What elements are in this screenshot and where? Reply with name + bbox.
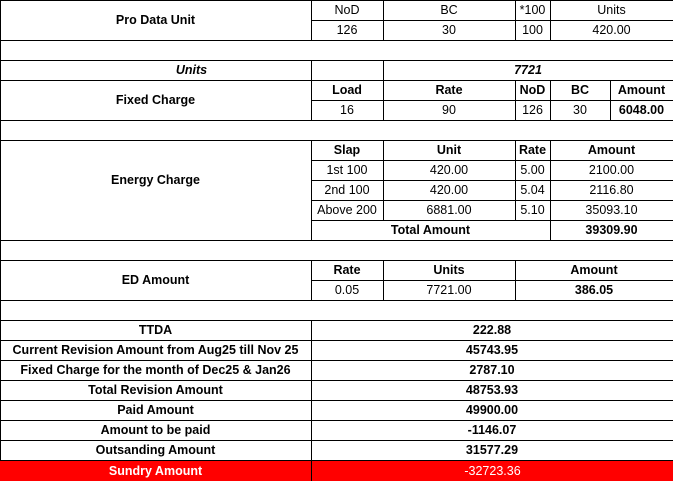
pro-data-header-bc: BC xyxy=(440,2,458,17)
summary-label-fixed-charge-month: Fixed Charge for the month of Dec25 & Jan26 xyxy=(20,362,291,377)
pro-data-value-nod: 126 xyxy=(336,22,358,37)
energy-row-rate: 5.04 xyxy=(520,182,545,197)
summary-label-paid-amount: Paid Amount xyxy=(117,402,194,417)
energy-total-label: Total Amount xyxy=(390,222,471,237)
energy-charge-label: Energy Charge xyxy=(111,172,200,187)
pro-data-header-multiplier: *100 xyxy=(519,2,546,17)
energy-row-unit: 6881.00 xyxy=(426,202,472,217)
pro-data-value-bc: 30 xyxy=(442,22,456,37)
ed-value-amount: 386.05 xyxy=(574,282,614,297)
energy-row-rate: 5.10 xyxy=(520,202,545,217)
pro-data-value-multiplier: 100 xyxy=(522,22,543,37)
units-value: 7721 xyxy=(514,62,542,77)
ed-header-rate: Rate xyxy=(333,262,361,277)
energy-header-rate: Rate xyxy=(518,142,547,157)
energy-total-value: 39309.90 xyxy=(585,222,638,237)
energy-row-amount: 2100.00 xyxy=(588,162,635,177)
energy-row-slap: Above 200 xyxy=(317,202,377,217)
ed-value-units: 7721.00 xyxy=(426,282,472,297)
energy-row-slap: 2nd 100 xyxy=(324,182,370,197)
fixed-charge-value-nod: 126 xyxy=(522,102,543,117)
summary-value-amount-to-be-paid: -1146.07 xyxy=(467,422,517,437)
energy-row-amount: 35093.10 xyxy=(585,202,638,217)
summary-label-total-revision: Total Revision Amount xyxy=(88,382,223,397)
summary-label-outstanding: Outsanding Amount xyxy=(95,442,216,457)
ed-header-amount: Amount xyxy=(570,262,618,277)
units-label: Units xyxy=(175,62,208,77)
energy-row-unit: 420.00 xyxy=(429,162,469,177)
ed-amount-label: ED Amount xyxy=(121,272,190,287)
summary-value-sundry: -32723.36 xyxy=(312,461,673,481)
fixed-charge-header-load: Load xyxy=(332,82,362,97)
pro-data-value-units: 420.00 xyxy=(592,22,631,37)
ed-header-units: Units xyxy=(433,262,465,277)
summary-value-total-revision: 48753.93 xyxy=(465,382,519,397)
fixed-charge-header-bc: BC xyxy=(570,82,590,97)
pro-data-header-nod: NoD xyxy=(334,2,360,17)
energy-row-amount: 2116.80 xyxy=(589,182,634,197)
summary-value-fixed-charge-month: 2787.10 xyxy=(469,362,515,377)
fixed-charge-value-amount: 6048.00 xyxy=(618,102,665,117)
fixed-charge-header-nod: NoD xyxy=(519,82,546,97)
energy-header-unit: Unit xyxy=(436,142,462,157)
summary-value-paid-amount: 49900.00 xyxy=(465,402,519,417)
summary-value-ttda: 222.88 xyxy=(472,322,512,337)
energy-row-slap: 1st 100 xyxy=(326,162,368,177)
energy-row-rate: 5.00 xyxy=(520,162,545,177)
summary-label-sundry: Sundry Amount xyxy=(0,461,311,481)
summary-value-outstanding: 31577.29 xyxy=(465,442,519,457)
pro-data-header-units: Units xyxy=(597,2,626,17)
summary-value-current-revision: 45743.95 xyxy=(465,342,519,357)
energy-row-unit: 420.00 xyxy=(429,182,469,197)
energy-header-amount: Amount xyxy=(587,142,636,157)
summary-label-amount-to-be-paid: Amount to be paid xyxy=(100,422,211,437)
pro-data-unit-label: Pro Data Unit xyxy=(115,12,196,27)
fixed-charge-label: Fixed Charge xyxy=(115,92,196,107)
energy-header-slap: Slap xyxy=(333,142,361,157)
fixed-charge-value-bc: 30 xyxy=(573,102,587,117)
fixed-charge-value-load: 16 xyxy=(340,102,354,117)
summary-label-ttda: TTDA xyxy=(138,322,173,337)
fixed-charge-value-rate: 90 xyxy=(442,102,456,117)
fixed-charge-header-rate: Rate xyxy=(435,82,463,97)
fixed-charge-header-amount: Amount xyxy=(617,82,666,97)
ed-value-rate: 0.05 xyxy=(334,282,360,297)
summary-label-current-revision: Current Revision Amount from Aug25 till Nov 25 xyxy=(12,342,299,357)
